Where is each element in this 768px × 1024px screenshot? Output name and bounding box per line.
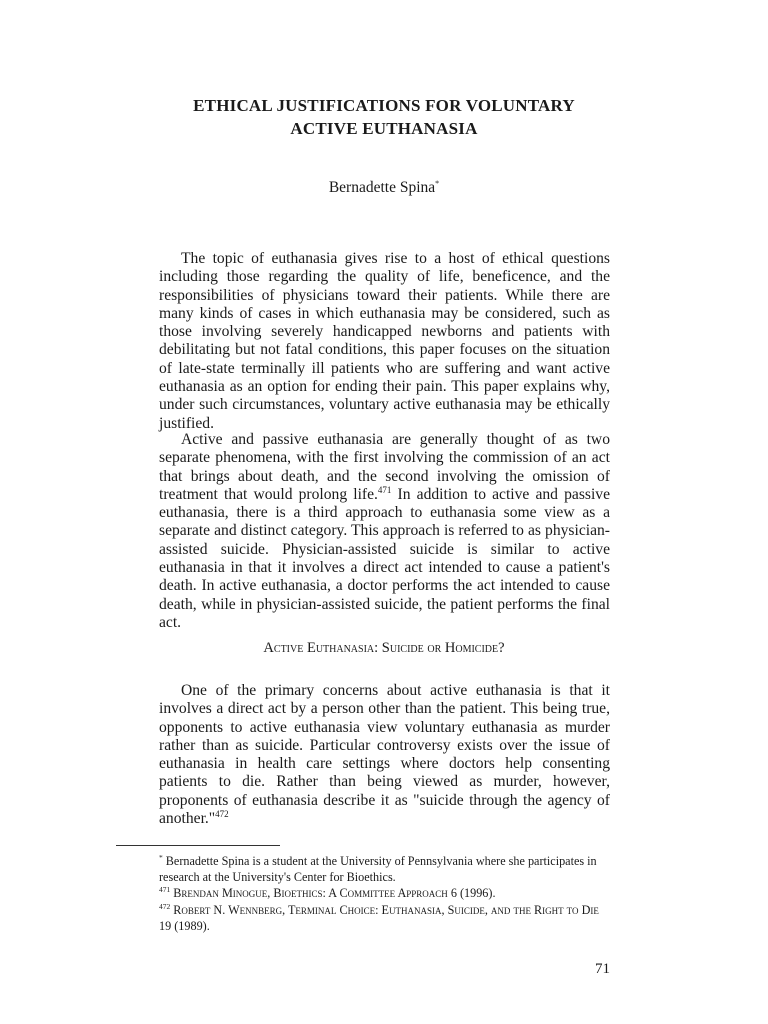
- footnote-471: [159, 885, 611, 901]
- title-line-2: ACTIVE EUTHANASIA: [290, 119, 478, 138]
- footnote-author: [159, 853, 611, 885]
- title-line-1: ETHICAL JUSTIFICATIONS FOR VOLUNTARY: [193, 96, 575, 115]
- footnote-citation: Robert N. Wennberg, Terminal Choice: Euthanasia, Suicide, and the Right to Die: [170, 902, 599, 917]
- article-title: [0, 94, 768, 140]
- paragraph-text: Active and passive euthanasia are generally thought of as two separate phenomena, with the first involving the commission of an act that brings about death, and the second involving the omission of treatment that would prolong life.: [159, 431, 610, 503]
- author-name: Bernadette Spina: [328, 179, 436, 196]
- footnote-citation: Brendan Minogue, Bioethics: A Committee Approach: [170, 886, 448, 901]
- footnote-ref-472: 472: [215, 808, 229, 819]
- footnote-mark: 472: [159, 901, 171, 911]
- footnote-text: 6 (1996).: [447, 886, 496, 901]
- footnote-text: Bernadette Spina is a student at the University of Pennsylvania where she participates in research at the University's Center for Bioethics.: [159, 854, 597, 885]
- footnote-ref-471: 471: [377, 484, 392, 495]
- paragraph-concerns: [159, 682, 610, 828]
- paragraph-text: One of the primary concerns about active euthanasia is that it involves a direct act by a person other than the patient. This being true, opponents to active euthanasia view voluntary euthanasia as murder rather than as suicide. Particular controversy exists over the issue of euthanasia in health care settings where doctors help consenting patients to die. Rather than being viewed as murder, however, proponents of euthanasia describe it as "suicide through the agency of another.": [159, 682, 610, 828]
- footnote-text: 19 (1989).: [159, 918, 210, 933]
- page-number: 71: [595, 961, 610, 977]
- paragraph-intro: The topic of euthanasia gives rise to a host of ethical questions including those regarding the quality of life, beneficence, and the responsibilities of physicians toward their patients. While there are many kinds of cases in which euthanasia may be considered, such as those involving severely handicapped newborns and patients with debilitating but not fatal conditions, this paper focuses on the situation of late-state terminally ill patients who are suffering and want active euthanasia as an option for ending their pain. This paper explains why, under such circumstances, voluntary active euthanasia may be ethically justified.: [159, 250, 610, 432]
- footnote-472: [159, 902, 611, 934]
- author-line: [0, 178, 768, 198]
- footnotes: [159, 853, 611, 934]
- paragraph-text: In addition to active and passive euthanasia, there is a third approach to euthanasia some view as a separate and distinct category. This approach is referred to as physician-assisted suicide. Physician-assisted suicide is similar to active euthanasia in that it involves a direct act intended to cause a patient's death. In active euthanasia, a doctor performs the act intended to cause death, while in physician-assisted suicide, the patient performs the final act.: [159, 485, 611, 631]
- footnote-mark: 471: [159, 885, 171, 895]
- footnote-divider: [116, 845, 280, 846]
- author-footnote-mark: *: [435, 178, 440, 188]
- paragraph-active-passive: [159, 431, 610, 632]
- footnote-mark: *: [159, 852, 163, 862]
- section-heading: Active Euthanasia: Suicide or Homicide?: [263, 640, 505, 656]
